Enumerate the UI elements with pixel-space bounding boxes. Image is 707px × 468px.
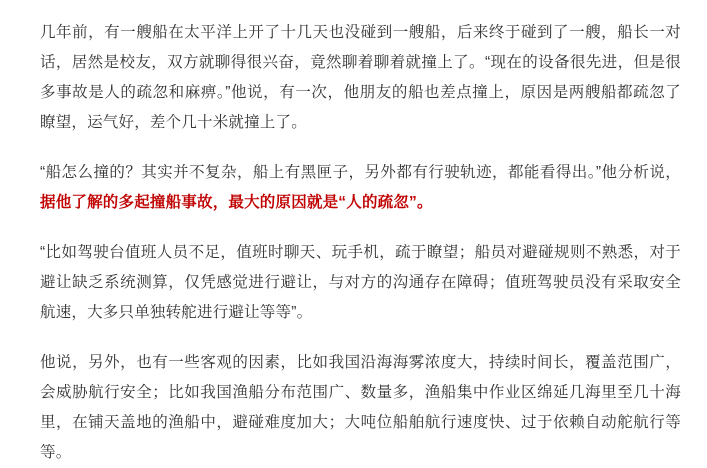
paragraph-2 — [40, 158, 681, 218]
highlighted-text: 据他了解的多起撞船事故，最大的原因就是“人的疏忽”。 — [40, 194, 433, 211]
paragraph-text: 他说，另外，也有一些客观的因素，比如我国沿海海雾浓度大，持续时间长，覆盖范围广，会威胁航行安全；比如我国渔船分布范围广、数量多，渔船集中作业区绵延几海里至几十海里，在铺天盖地的渔船中，避碰难度加大；大吨位船舶航行速度快、过于依赖自动舵航行等等。 — [40, 354, 681, 461]
paragraph-4 — [40, 348, 681, 468]
paragraph-3 — [40, 238, 681, 328]
paragraph-text: 几年前，有一艘船在太平洋上开了十几天也没碰到一艘船，后来终于碰到了一艘，船长一对话，居然是校友，双方就聊得很兴奋，竟然聊着聊着就撞上了。“现在的设备很先进，但是很多事故是人的疏忽和麻痹。”他说，有一次，他朋友的船也差点撞上，原因是两艘船都疏忽了瞭望，运气好，差个几十米就撞上了。 — [40, 24, 681, 131]
paragraph-text: “船怎么撞的？其实并不复杂，船上有黑匣子，另外都有行驶轨迹，都能看得出。”他分析说， — [40, 164, 681, 181]
paragraph-text: “比如驾驶台值班人员不足，值班时聊天、玩手机，疏于瞭望；船员对避碰规则不熟悉，对于避让缺乏系统测算，仅凭感觉进行避让，与对方的沟通存在障碍；值班驾驶员没有采取安全航速，大多只单独转舵进行避让等等”。 — [40, 244, 681, 321]
paragraph-1 — [40, 18, 681, 138]
